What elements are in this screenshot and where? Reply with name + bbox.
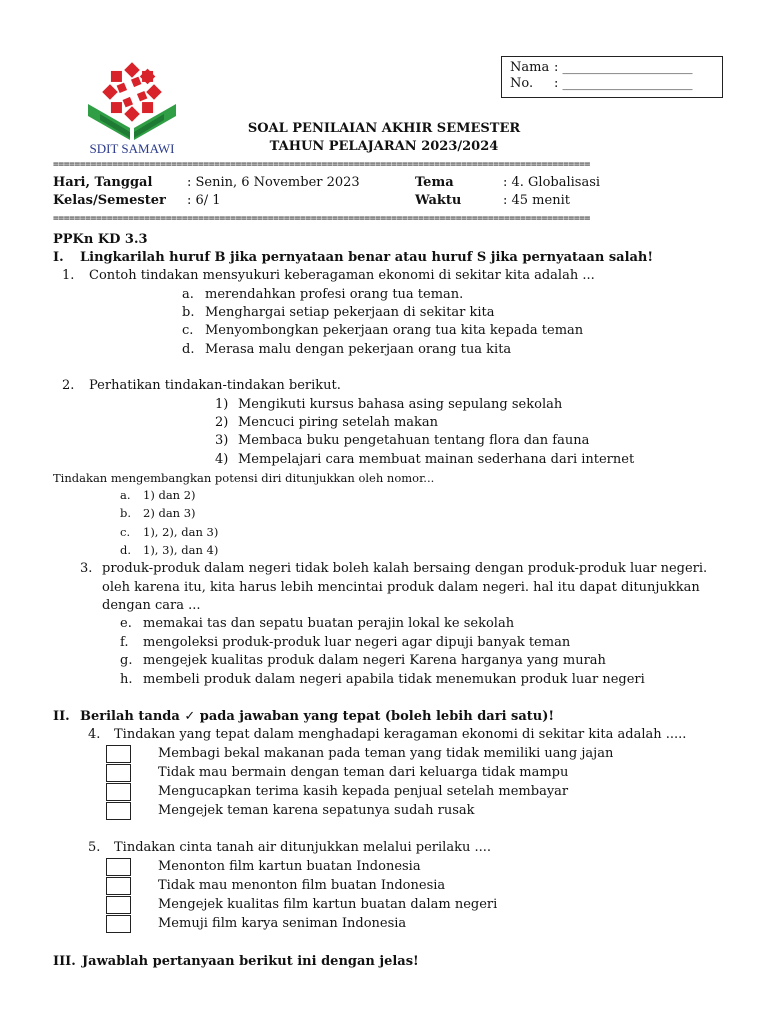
q2-option-a-letter[interactable]: a. xyxy=(120,488,131,502)
q1-option-d: Merasa malu dengan pekerjaan orang tua kita xyxy=(205,342,512,357)
q3-option-f: mengoleksi produk-produk luar negeri agar dipuji banyak teman xyxy=(143,635,571,650)
q4-checkbox-3[interactable] xyxy=(106,783,131,801)
section-3-number: III. xyxy=(53,954,76,969)
separator-bottom: ==================================================================================================== xyxy=(53,214,590,224)
q2-option-b: 2) dan 3) xyxy=(143,506,196,520)
q2-item-2: Mencuci piring setelah makan xyxy=(238,415,439,430)
q4-number: 4. xyxy=(88,727,101,742)
q1-number: 1. xyxy=(62,268,75,283)
class-value: : 6/ 1 xyxy=(187,193,221,208)
q4-checkbox-1[interactable] xyxy=(106,745,131,763)
q4-option-4: Mengejek teman karena sepatunya sudah rusak xyxy=(158,803,475,818)
number-label: No. xyxy=(510,76,534,91)
q3-option-g-letter[interactable]: g. xyxy=(120,653,133,668)
q2-item-4: Mempelajari cara membuat mainan sederhana dari internet xyxy=(238,452,635,467)
q5-option-3: Mengejek kualitas film kartun buatan dalam negeri xyxy=(158,897,498,912)
q4-checkbox-2[interactable] xyxy=(106,764,131,782)
q5-option-1: Menonton film kartun buatan Indonesia xyxy=(158,859,421,874)
q5-number: 5. xyxy=(88,840,101,855)
q3-text-line-1: produk-produk dalam negeri tidak boleh kalah bersaing dengan produk-produk luar negeri. xyxy=(102,561,708,576)
q4-option-3: Mengucapkan terima kasih kepada penjual setelah membayar xyxy=(158,784,569,799)
q2-item-4-number: 4) xyxy=(215,452,229,467)
section-1-number: I. xyxy=(53,250,64,265)
q1-option-a: merendahkan profesi orang tua teman. xyxy=(205,287,464,302)
q3-number: 3. xyxy=(80,561,93,576)
q5-option-4: Memuji film karya seniman Indonesia xyxy=(158,916,407,931)
checkmark-icon: ✓ xyxy=(184,709,196,724)
q2-option-c-letter[interactable]: c. xyxy=(120,525,131,539)
q3-option-g: mengejek kualitas produk dalam negeri Karena harganya yang murah xyxy=(143,653,606,668)
section-2-instruction-end: pada jawaban yang tepat (boleh lebih dari satu)! xyxy=(199,709,555,724)
q4-option-1: Membagi bekal makanan pada teman yang tidak memiliki uang jajan xyxy=(158,746,614,761)
q5-checkbox-3[interactable] xyxy=(106,896,131,914)
q2-item-2-number: 2) xyxy=(215,415,229,430)
q1-option-b: Menghargai setiap pekerjaan di sekitar kita xyxy=(205,305,495,320)
name-label: Nama xyxy=(510,60,550,75)
section-2-instruction-start: Berilah tanda xyxy=(80,709,180,724)
section-2-instruction xyxy=(80,709,554,724)
q1-option-b-letter[interactable]: b. xyxy=(182,305,195,320)
class-label: Kelas/Semester xyxy=(53,193,166,208)
q5-checkbox-1[interactable] xyxy=(106,858,131,876)
school-year: TAHUN PELAJARAN 2023/2024 xyxy=(269,139,499,154)
q3-option-e-letter[interactable]: e. xyxy=(120,616,132,631)
exam-title: SOAL PENILAIAN AKHIR SEMESTER xyxy=(247,121,521,136)
q2-item-1: Mengikuti kursus bahasa asing sepulang sekolah xyxy=(238,397,563,412)
q4-checkbox-4[interactable] xyxy=(106,802,131,820)
theme-value: : 4. Globalisasi xyxy=(503,175,601,190)
q5-option-2: Tidak mau menonton film buatan Indonesia xyxy=(158,878,446,893)
q2-number: 2. xyxy=(62,378,75,393)
school-name: SDIT SAMAWI xyxy=(89,141,175,156)
q3-option-h-letter[interactable]: h. xyxy=(120,672,133,687)
q5-checkbox-4[interactable] xyxy=(106,915,131,933)
separator-top: ==================================================================================================== xyxy=(53,160,590,170)
q2-option-a: 1) dan 2) xyxy=(143,488,196,502)
time-label: Waktu xyxy=(415,193,462,208)
q1-option-a-letter[interactable]: a. xyxy=(182,287,194,302)
q1-option-c: Menyombongkan pekerjaan orang tua kita kepada teman xyxy=(205,323,584,338)
number-field[interactable]: : ____________________ xyxy=(554,76,693,91)
time-value: : 45 menit xyxy=(503,193,570,208)
q2-option-d-letter[interactable]: d. xyxy=(120,543,132,557)
section-1-instruction: Lingkarilah huruf B jika pernyataan benar atau huruf S jika pernyataan salah! xyxy=(80,250,654,265)
q5-checkbox-2[interactable] xyxy=(106,877,131,895)
q3-option-h: membeli produk dalam negeri apabila tidak menemukan produk luar negeri xyxy=(143,672,645,687)
q3-option-e: memakai tas dan sepatu buatan perajin lokal ke sekolah xyxy=(143,616,515,631)
q3-text-line-3: dengan cara ... xyxy=(102,598,201,613)
q2-item-1-number: 1) xyxy=(215,397,229,412)
q3-option-f-letter[interactable]: f. xyxy=(120,635,129,650)
day-value: : Senin, 6 November 2023 xyxy=(187,175,360,190)
q2-item-3: Membaca buku pengetahuan tentang flora dan fauna xyxy=(238,433,590,448)
q3-text-line-2: oleh karena itu, kita harus lebih mencintai produk dalam negeri. hal itu dapat ditunjukkan xyxy=(102,580,700,595)
q1-option-d-letter[interactable]: d. xyxy=(182,342,195,357)
q4-option-2: Tidak mau bermain dengan teman dari keluarga tidak mampu xyxy=(158,765,569,780)
q2-option-c: 1), 2), dan 3) xyxy=(143,525,219,539)
subject-code: PPKn KD 3.3 xyxy=(53,232,148,247)
q1-option-c-letter[interactable]: c. xyxy=(182,323,194,338)
section-2-number: II. xyxy=(53,709,70,724)
q1-text: Contoh tindakan mensyukuri keberagaman ekonomi di sekitar kita adalah ... xyxy=(89,268,595,283)
day-label: Hari, Tanggal xyxy=(53,175,153,190)
q5-text: Tindakan cinta tanah air ditunjukkan melalui perilaku .... xyxy=(114,840,491,855)
q2-option-b-letter[interactable]: b. xyxy=(120,506,132,520)
name-field[interactable]: : ____________________ xyxy=(554,60,693,75)
q2-text: Perhatikan tindakan-tindakan berikut. xyxy=(89,378,341,393)
q2-option-d: 1), 3), dan 4) xyxy=(143,543,219,557)
q4-text: Tindakan yang tepat dalam menghadapi keragaman ekonomi di sekitar kita adalah ..... xyxy=(114,727,687,742)
q2-item-3-number: 3) xyxy=(215,433,229,448)
section-3-instruction: Jawablah pertanyaan berikut ini dengan jelas! xyxy=(82,954,419,969)
theme-label: Tema xyxy=(415,175,454,190)
q2-question: Tindakan mengembangkan potensi diri ditunjukkan oleh nomor... xyxy=(53,471,435,485)
